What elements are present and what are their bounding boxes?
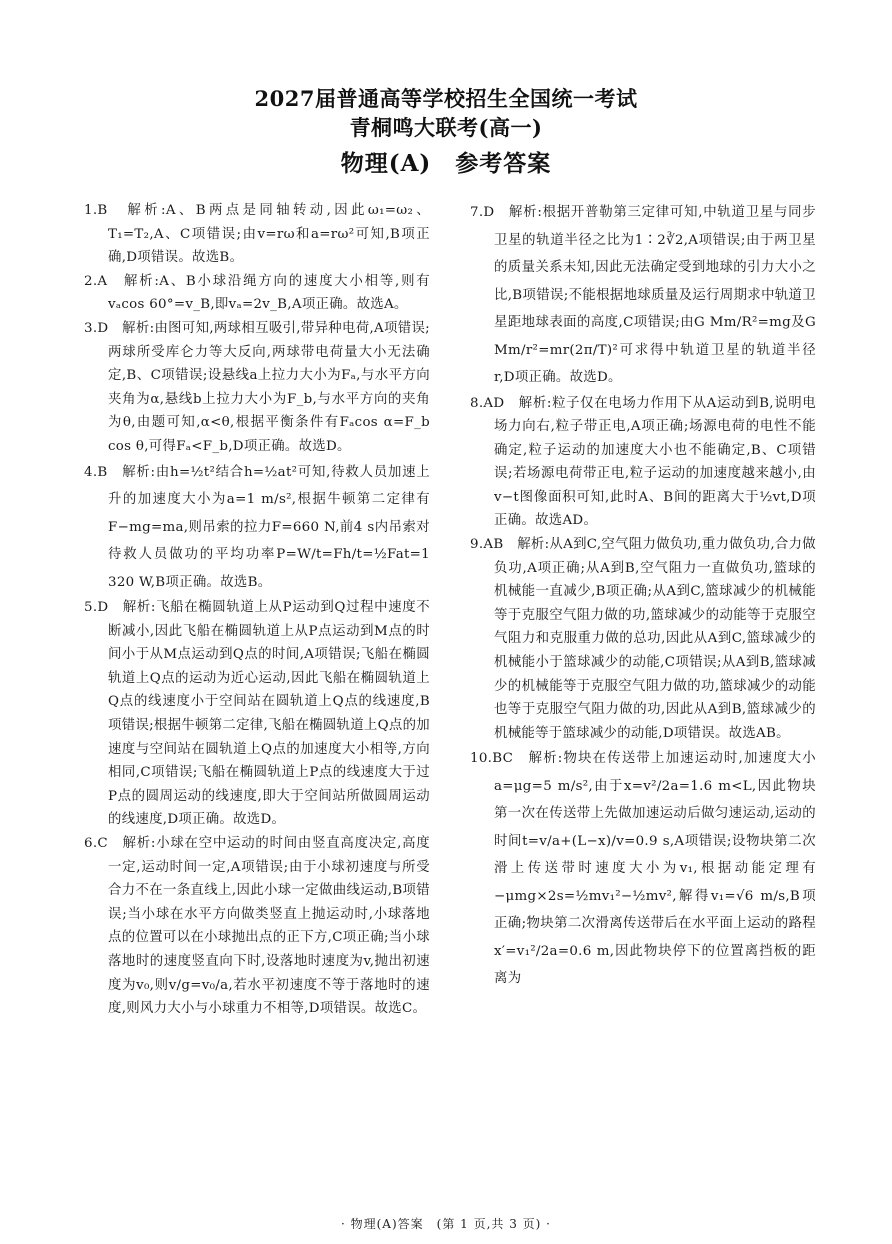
right-column <box>470 199 816 993</box>
exam-title: 2027届普通高等学校招生全国统一考试 <box>254 86 638 111</box>
exam-subtitle: 青桐鸣大联考(高一) <box>349 115 543 140</box>
answer-item-1: 1.B 解析:A、B两点是同轴转动,因此ω₁=ω₂、T₁=T₂,A、C项错误;由v=rω和a=rω²可知,B项正确,D项错误。故选B。 <box>84 203 430 266</box>
answer-item-10: 10.BC 解析:物块在传送带上加速运动时,加速度大小a=μg=5 m/s²,由于x=v²/2a=1.6 m<L,因此物块第一次在传送带上先做加速运动后做匀速运动,运动的时间t=v/a+(L−x)/v=0.9 s,A项错误;设物块第二次滑上传送带时速度大小为v₁,根据动能定理有−μmg×2s=½mv₁²−½mv²,解得v₁=√6 m/s,B项正确;物块第二次滑离传送带后在水平面上运动的路程x′=v₁²/2a=0.6 m,因此物块停下的位置离挡板的距离为 <box>470 751 816 987</box>
answer-item-8: 8.AD 解析:粒子仅在电场力作用下从A运动到B,说明电场力向右,粒子带正电,A项正确;场源电荷的电性不能确定,粒子运动的加速度大小也不能确定,B、C项错误;若场源电荷带正电,粒子运动的加速度越来越小,由v−t图像面积可知,此时A、B间的距离大于½vt,D项正确。故选AD。 <box>470 395 816 529</box>
page-footer: · 物理(A)答案 (第 1 页,共 3 页) · <box>341 1217 551 1231</box>
page-header <box>0 84 892 181</box>
answer-item-5: 5.D 解析:飞船在椭圆轨道上从P运动到Q过程中速度不断减小,因此飞船在椭圆轨道上从P点运动到M点的时间小于从M点运动到Q点的时间,A项错误;飞船在椭圆轨道上Q点的运动为近心运动,因此飞船在椭圆轨道上Q点的线速度小于空间站在圆轨道上Q点的线速度,B项错误;根据牛顿第二定律,飞船在椭圆轨道上Q点的加速度与空间站在圆轨道上Q点的加速度大小相等,方向相同,C项错误;飞船在椭圆轨道上P点的线速度大于过P点的圆周运动的线速度,即大于空间站所做圆周运动的线速度,D项正确。故选D。 <box>84 600 430 828</box>
answer-item-7: 7.D 解析:根据开普勒第三定律可知,中轨道卫星与同步卫星的轨道半径之比为1∶2∛2,A项错误;由于两卫星的质量关系未知,因此无法确定受到地球的引力大小之比,B项错误;不能根据地球质量及运行周期求中轨道卫星距地球表面的高度,C项错误;由G Mm/R²=mg及G Mm/r²=mr(2π/T)²可求得中轨道卫星的轨道半径r,D项正确。故选D。 <box>470 205 816 385</box>
answer-item-4: 4.B 解析:由h=½t²结合h=½at²可知,待救人员加速上升的加速度大小为a=1 m/s²,根据牛顿第二定律有F−mg=ma,则吊索的拉力F=660 N,前4 s内吊索对待救人员做功的平均功率P=W/t=Fh/t=½Fat=1 320 W,B项正确。故选B。 <box>84 464 430 590</box>
answer-item-9: 9.AB 解析:从A到C,空气阻力做负功,重力做负功,合力做负功,A项正确;从A到B,空气阻力一直做负功,篮球的机械能一直减少,B项正确;从A到C,篮球减少的机械能等于克服空气阻力做的功,篮球减少的动能等于克服空气阻力和克服重力做的总功,因此从A到C,篮球减少的机械能小于篮球减少的动能,C项错误;从A到B,篮球减少的机械能等于克服空气阻力做的功,篮球减少的动能也等于克服空气阻力做的功,因此从A到B,篮球减少的机械能等于篮球减少的动能,D项错误。故选AB。 <box>470 537 816 741</box>
answer-columns <box>84 199 828 1204</box>
left-column <box>84 199 430 1021</box>
answer-item-6: 6.C 解析:小球在空中运动的时间由竖直高度决定,高度一定,运动时间一定,A项错误;由于小球初速度与所受合力不在一条直线上,因此小球一定做曲线运动,B项错误;当小球在水平方向做类竖直上抛运动时,小球落地点的位置可以在小球抛出点的正下方,C项正确;当小球落地时的速度竖直向下时,设落地时速度为v,抛出初速度为v₀,则v/g=v₀/a,若水平初速度不等于落地时的速度,则风力大小与小球重力不相等,D项错误。故选C。 <box>84 835 430 1017</box>
subject-title: 物理(A) 参考答案 <box>340 150 552 177</box>
answer-item-3: 3.D 解析:由图可知,两球相互吸引,带异种电荷,A项错误;两球所受库仑力等大反向,两球带电荷量大小无法确定,B、C项错误;设悬线a上拉力大小为Fₐ,与水平方向夹角为α,悬线b上拉力大小为F_b,与水平方向的夹角为θ,由题可知,α<θ,根据平衡条件有Fₐcos α=F_b cos θ,可得Fₐ<F_b,D项正确。故选D。 <box>84 320 430 454</box>
answer-item-2: 2.A 解析:A、B小球沿绳方向的速度大小相等,则有vₐcos 60°=v_B,即vₐ=2v_B,A项正确。故选A。 <box>84 273 430 313</box>
